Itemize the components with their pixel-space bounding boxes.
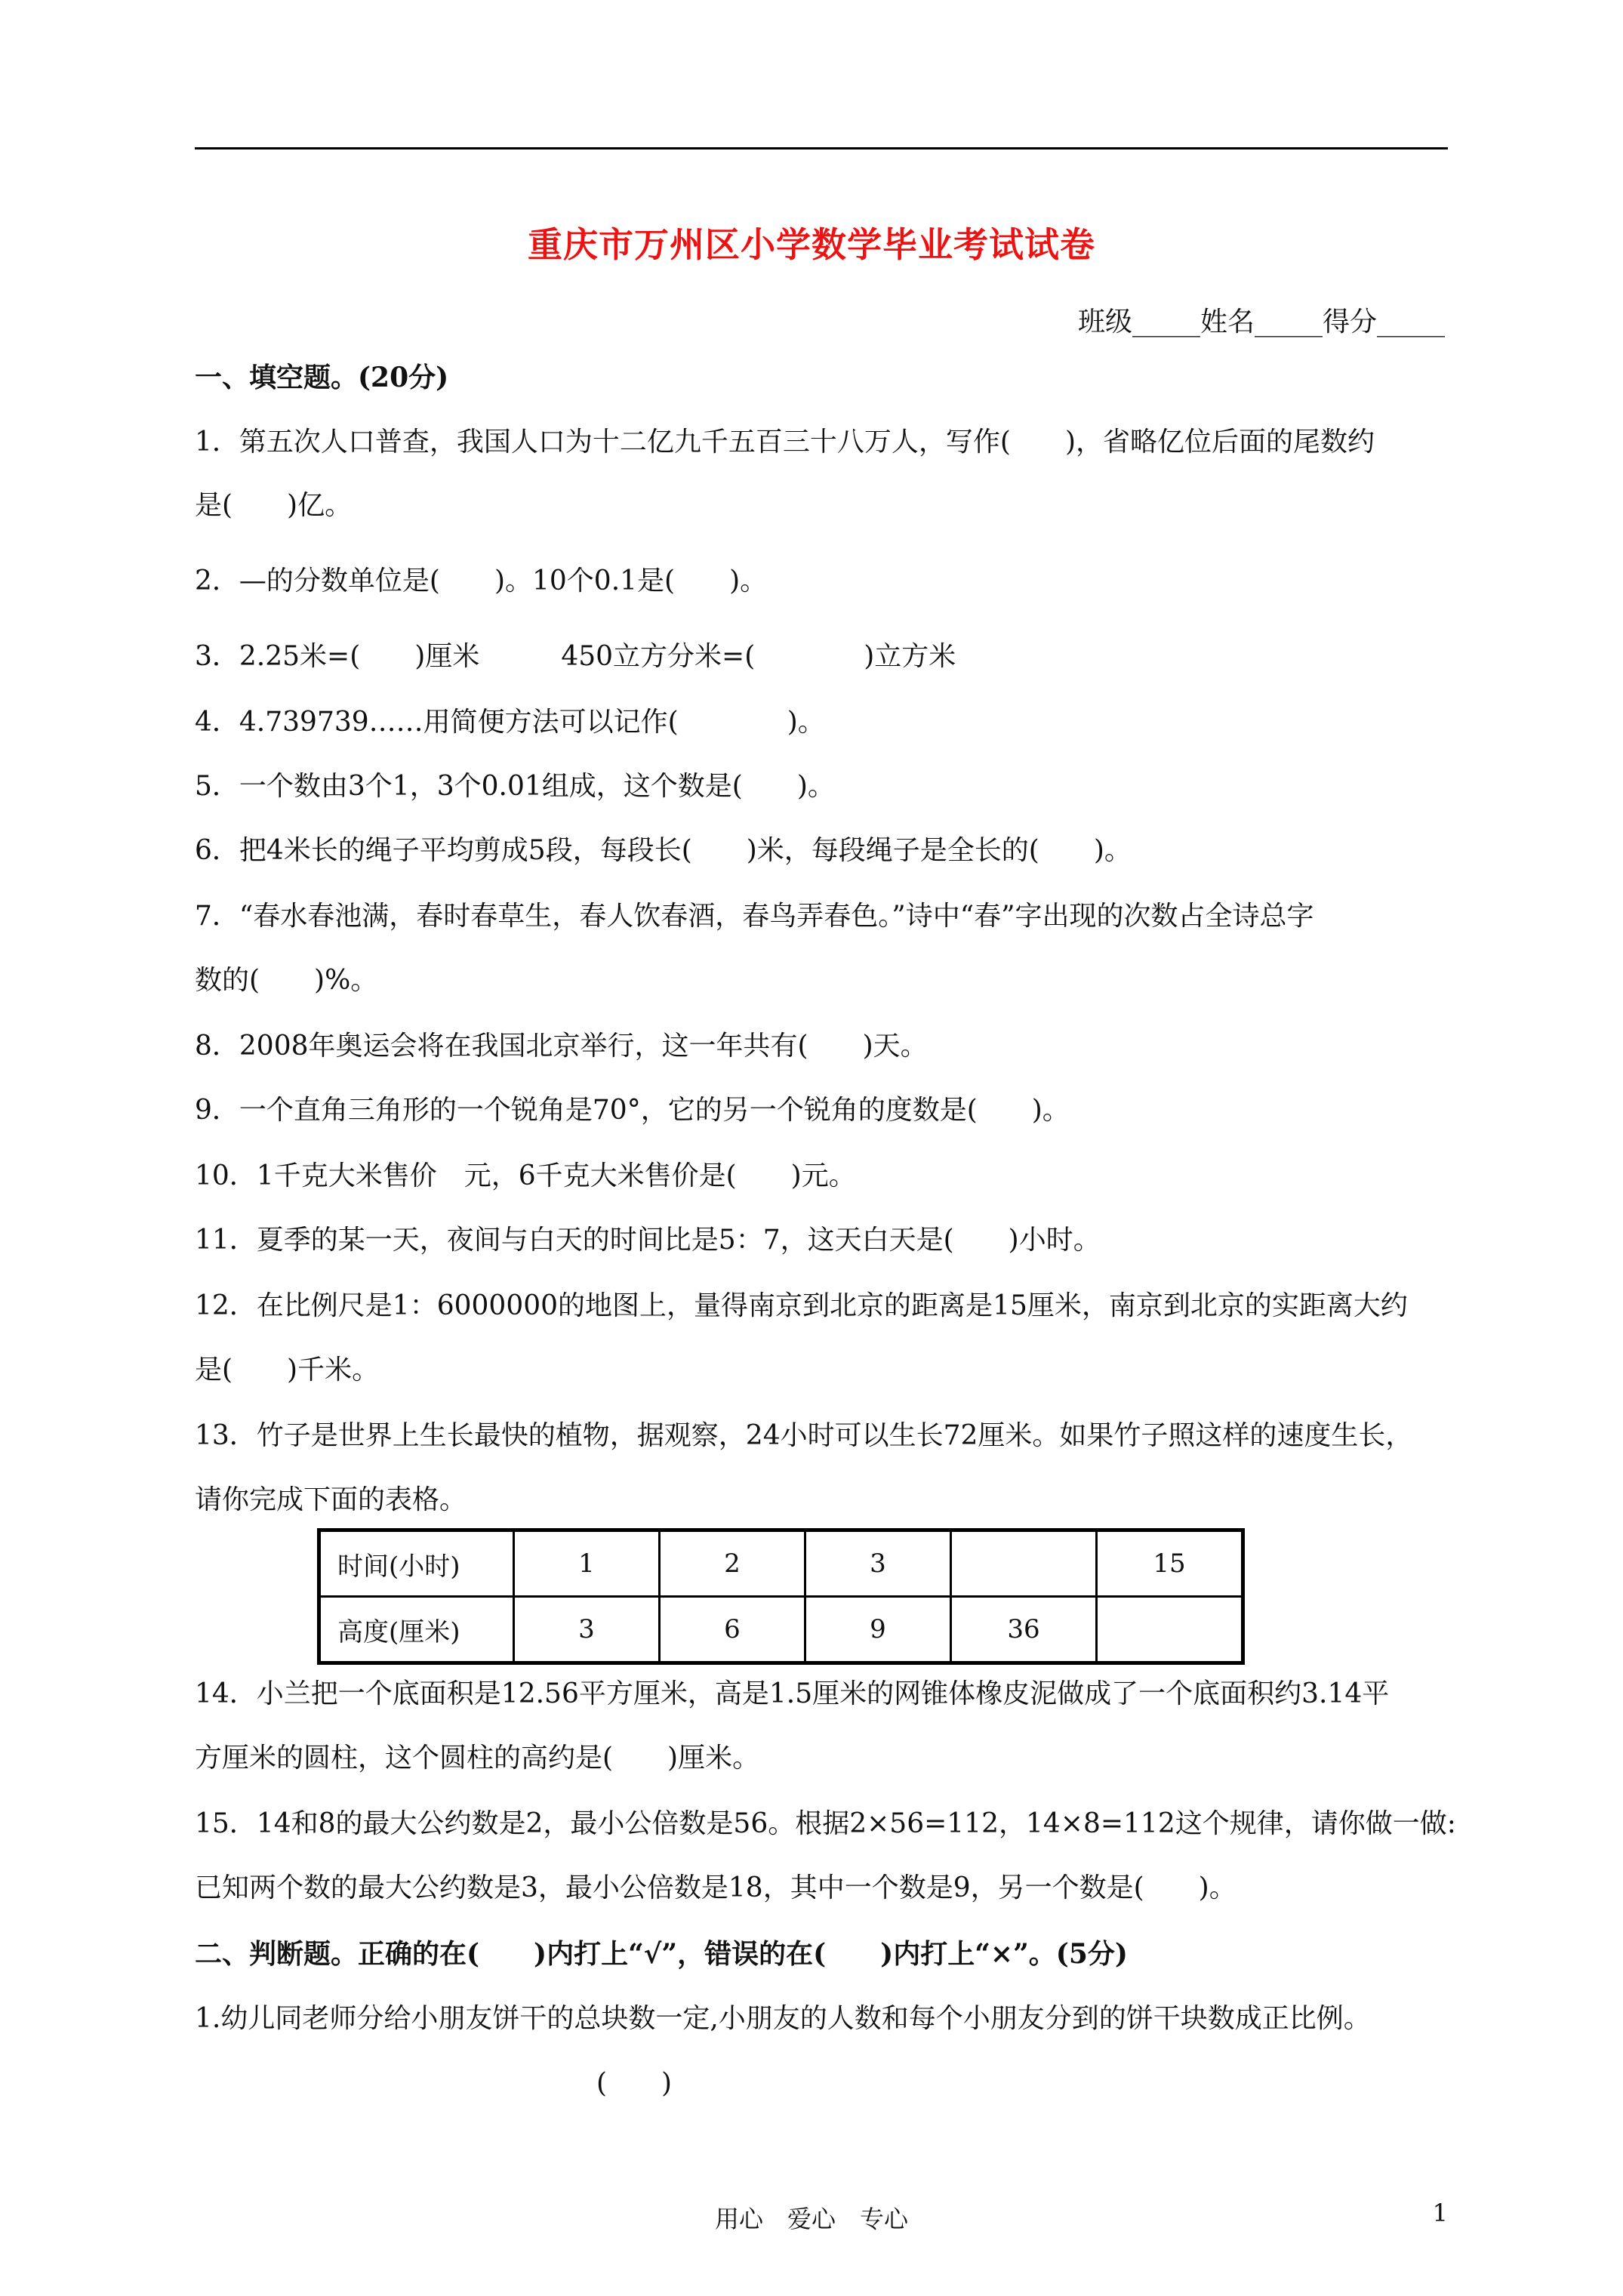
question-8: 8．2008年奥运会将在我国北京举行，这一年共有( )天。 <box>195 1031 928 1062</box>
judgment-1-answer-paren: ( ) <box>596 2068 673 2099</box>
table-cell: 6 <box>660 1597 805 1663</box>
question-12-line-1: 12．在比例尺是1：6000000的地图上，量得南京到北京的距离是15厘米，南京到北京的实距离大约 <box>195 1290 1408 1321</box>
table-cell: 9 <box>805 1597 951 1663</box>
question-10: 10．1千克大米售价 元，6千克大米售价是( )元。 <box>195 1160 856 1191</box>
question-15-line-1: 15．14和8的最大公约数是2，最小公倍数是56。根据2×56=112，14×8=112这个规律，请你做一做: <box>195 1808 1456 1839</box>
table-header-cell: 高度(厘米) <box>319 1597 514 1663</box>
table-cell: 36 <box>951 1597 1097 1663</box>
header-rule <box>195 147 1448 149</box>
question-7-line-2: 数的( )%。 <box>195 965 378 996</box>
question-12-line-2: 是( )千米。 <box>195 1354 380 1385</box>
table-cell-blank <box>1097 1597 1243 1663</box>
table-cell: 1 <box>514 1530 660 1597</box>
table-cell: 3 <box>805 1530 951 1597</box>
question-9: 9．一个直角三角形的一个锐角是70°，它的另一个锐角的度数是( )。 <box>195 1095 1070 1126</box>
footer-motto: 用心 爱心 专心 <box>714 2205 908 2233</box>
section-1-heading: 一、填空题。(20分) <box>195 362 449 393</box>
bamboo-growth-table <box>317 1528 1245 1665</box>
question-14-line-2: 方厘米的圆柱，这个圆柱的高约是( )厘米。 <box>195 1743 760 1774</box>
table-row <box>319 1597 1243 1663</box>
question-6: 6．把4米长的绳子平均剪成5段，每段长( )米，每段绳子是全长的( )。 <box>195 835 1132 866</box>
table-cell-blank <box>951 1530 1097 1597</box>
question-15-line-2: 已知两个数的最大公约数是3，最小公倍数是18，其中一个数是9，另一个数是( )。 <box>195 1872 1236 1903</box>
table-cell: 2 <box>660 1530 805 1597</box>
question-13-line-1: 13．竹子是世界上生长最快的植物，据观察，24小时可以生长72厘米。如果竹子照这样的速度生长， <box>195 1420 1413 1451</box>
question-5: 5．一个数由3个1，3个0.01组成，这个数是( )。 <box>195 771 835 802</box>
question-13-line-2: 请你完成下面的表格。 <box>195 1484 467 1515</box>
question-2: 2．—的分数单位是( )。10个0.1是( )。 <box>195 566 768 596</box>
section-2-heading: 二、判断题。正确的在( )内打上“√”，错误的在( )内打上“×”。(5分) <box>195 1938 1128 1970</box>
question-1-line-2: 是( )亿。 <box>195 490 353 521</box>
table-header-cell: 时间(小时) <box>319 1530 514 1597</box>
question-3: 3．2.25米=( )厘米 450立方分米=( )立方米 <box>195 641 956 672</box>
page-title: 重庆市万州区小学数学毕业考试试卷 <box>528 224 1095 265</box>
question-11: 11．夏季的某一天，夜间与白天的时间比是5：7，这天白天是( )小时。 <box>195 1225 1101 1256</box>
question-1-line-1: 1．第五次人口普查，我国人口为十二亿九千五百三十八万人，写作( )，省略亿位后面的尾数约 <box>195 427 1375 458</box>
question-4: 4．4.739739……用简便方法可以记作( )。 <box>195 707 825 738</box>
table-cell: 15 <box>1097 1530 1243 1597</box>
table-cell: 3 <box>514 1597 660 1663</box>
judgment-1: 1.幼儿同老师分给小朋友饼干的总块数一定,小朋友的人数和每个小朋友分到的饼干块数成正比例。 <box>195 2003 1371 2034</box>
student-info: 班级_____姓名_____得分_____ <box>1077 307 1445 337</box>
question-7-line-1: 7．“春水春池满，春时春草生，春人饮春酒，春鸟弄春色。”诗中“春”字出现的次数占全诗总字 <box>195 901 1314 932</box>
table-row <box>319 1530 1243 1597</box>
question-14-line-1: 14．小兰把一个底面积是12.56平方厘米，高是1.5厘米的网锥体橡皮泥做成了一个底面积约3.14平 <box>195 1678 1390 1709</box>
page-number: 1 <box>1432 2199 1448 2227</box>
